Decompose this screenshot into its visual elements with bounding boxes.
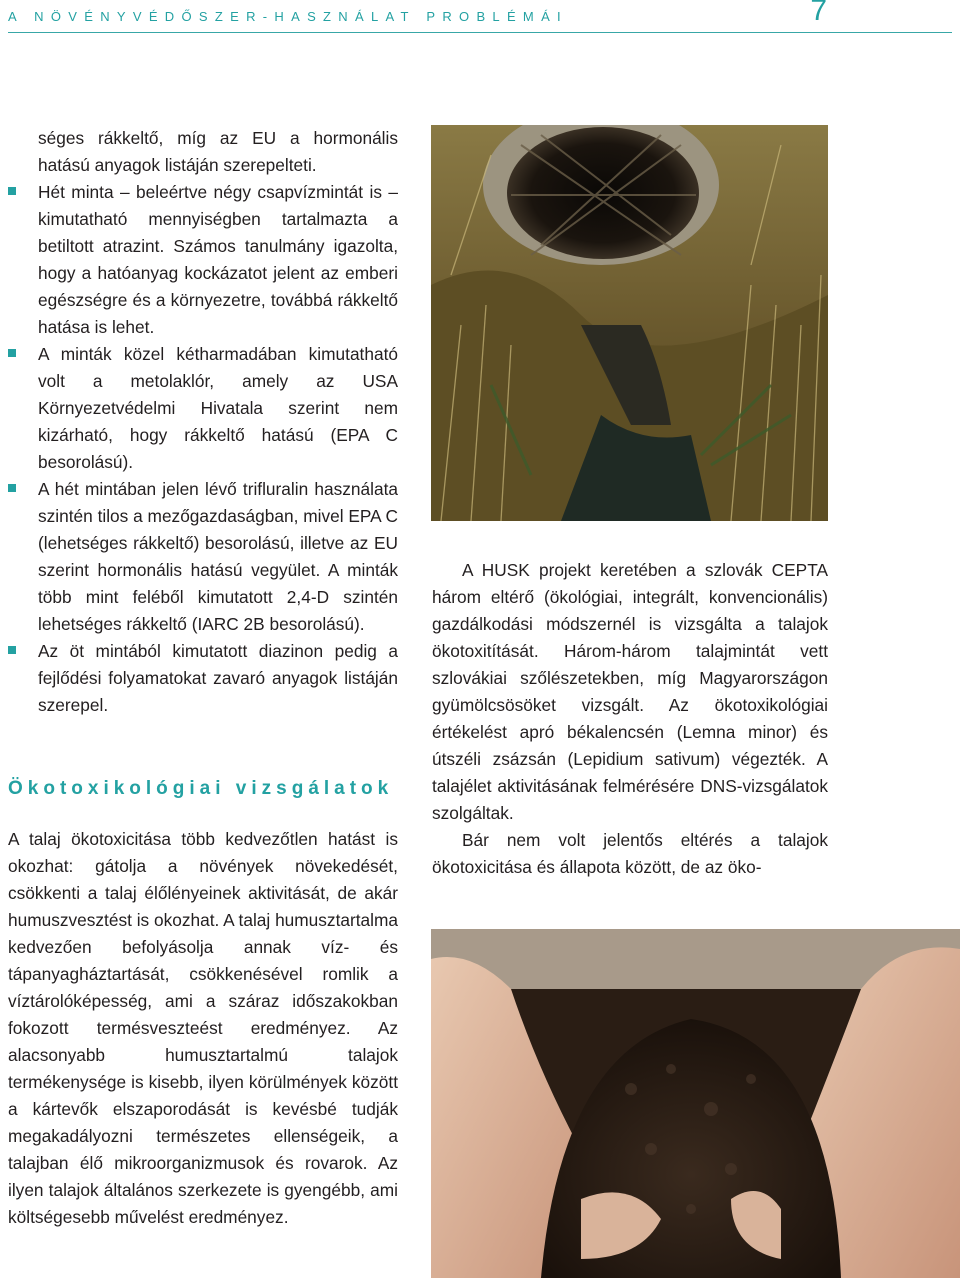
bullet-item: Az öt mintából kimutatott diazinon pedig a fejlődési folyamatokat zavaró anyagok listáján szerepel.	[8, 638, 398, 719]
bullet-item: A hét mintában jelen lévő trifluralin használata szintén tilos a mezőgazdaságban, mivel EPA C (lehetséges rákkeltő) besorolású, illetve az EU szerint hormonális hatású vegyület. A minták több mint feléből kimutatott 2,4-D szintén lehetséges rákkeltő (IARC 2B besorolású).	[8, 476, 398, 638]
right-column	[432, 557, 828, 881]
right-paragraph-2: Bár nem volt jelentős eltérés a talajok ökotoxicitása és állapota között, de az öko-	[432, 830, 828, 877]
square-bullet-icon	[8, 646, 16, 654]
page-number: 7	[810, 0, 827, 27]
header-title: A NÖVÉNYVÉDŐSZER-HASZNÁLAT PROBLÉMÁI	[8, 9, 568, 24]
running-header	[8, 0, 952, 33]
left-column	[8, 125, 398, 1231]
right-paragraph-1: A HUSK projekt keretében a szlovák CEPTA három eltérő (ökológiai, integrált, konvencionális) gazdálkodási módszernél is vizsgálta a talajok ökotoxitítását. Három-három talajmintát vett szlovákiai szőlészetekben, míg Magyarországon gyümölcsösöket vizsgált. Az ökotoxikológiai értékelést apró békalencsén (Lemna minor) és útszéli zsázsán (Lepidium sativum) végezték. A talajélet aktivitásának felmérésére DNS-vizsgálatok szolgáltak.	[432, 560, 828, 823]
square-bullet-icon	[8, 484, 16, 492]
drainage-pipe-photo	[431, 125, 828, 521]
bullet-item: A minták közel kétharmadában kimutatható volt a metolaklór, amely az USA Környezetvédelmi Hivatala szerint nem kizárható, hogy rákkeltő hatású (EPA C besorolású).	[8, 341, 398, 476]
square-bullet-icon	[8, 349, 16, 357]
bullet-item: Hét minta – beleértve négy csapvízmintát is – kimutatható mennyiségben tartalmazta a betiltott atrazint. Számos tanulmány igazolta, hogy a hatóanyag kockázatot jelent az emberi egészségre és a környezetre, továbbá rákkeltő hatása is lehet.	[8, 179, 398, 341]
square-bullet-icon	[8, 187, 16, 195]
section-body: A talaj ökotoxicitása több kedvezőtlen hatást is okozhat: gátolja a növények növekedését, csökkenti a talaj élőlényeinek aktivitását, de akár humuszvesztést is okozhat. A talaj humusztartalma kedvezően befolyásolja annak víz- és tápanyagháztartását, csökkenésével romlik a víztárolóképesség, ami a száraz időszakokban fokozott termésveszteést eredményez. Az alacsonyabb humusztartalmú talajok termékenysége is kisebb, ilyen körülmények között a kártevők elszaporodását is kevésbé tudják megakadályozni természetes ellenségeik, a talajban élő mikroorganizmusok és rovarok. Az ilyen talajok általános szerkezete is gyengébb, ami költségesebb művelést eredményez.	[8, 829, 398, 1227]
section-heading: Ökotoxikológiai vizsgálatok	[8, 778, 394, 799]
hands-holding-soil-photo	[431, 929, 960, 1278]
continuation-paragraph: séges rákkeltő, míg az EU a hormonális hatású anyagok listáján szerepelteti.	[38, 128, 398, 175]
